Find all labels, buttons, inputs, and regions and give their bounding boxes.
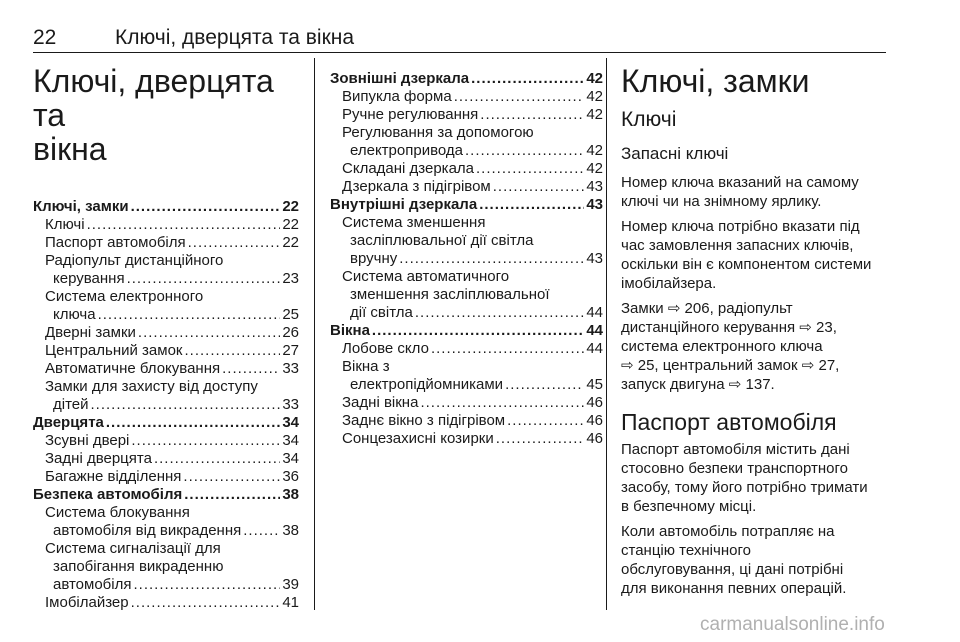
- chapter-title: [33, 64, 299, 166]
- toc-entry-label: Система сигналізації для: [45, 540, 221, 557]
- toc-entry-label: Дзеркала з підігрівом: [342, 178, 491, 195]
- toc-entry[interactable]: [33, 594, 299, 612]
- toc-leader-dots: [243, 522, 280, 540]
- toc-entry[interactable]: [330, 124, 603, 142]
- toc-entry-page: 34: [282, 414, 299, 431]
- toc-entry[interactable]: [33, 558, 299, 576]
- toc-entry-label: вручну: [350, 250, 398, 267]
- toc-entry-page: 44: [586, 304, 603, 321]
- subsection-title-keys: Ключі: [621, 108, 677, 131]
- toc-entry[interactable]: [33, 288, 299, 306]
- toc-entry-label: Безпека автомобіля: [33, 486, 183, 503]
- paragraph-2: Номер ключа потрібно вказати під час замовлення запасних ключів, оскільки він є компонентом системи імобілайзера.: [621, 218, 872, 292]
- toc-entry-page: 34: [282, 450, 299, 467]
- toc-entry-page: 44: [586, 322, 603, 339]
- toc-leader-dots: [372, 322, 584, 340]
- toc-entry[interactable]: [330, 286, 603, 304]
- toc-leader-dots: [471, 70, 584, 88]
- toc-entry-page: 26: [282, 324, 299, 341]
- toc-entry-label: засліплювальної дії світла: [350, 232, 534, 249]
- toc-entry[interactable]: [33, 450, 299, 468]
- toc-entry-label: Автоматичне блокування: [45, 360, 221, 377]
- toc-list-1: [33, 198, 299, 612]
- toc-entry-page: 38: [282, 522, 299, 539]
- toc-entry-label: Регулювання за допомогою: [342, 124, 534, 141]
- toc-leader-dots: [465, 142, 584, 160]
- subsection-title-spare-keys: Запасні ключі: [621, 144, 729, 163]
- toc-entry-label: дії світла: [350, 304, 413, 321]
- toc-entry[interactable]: [330, 250, 603, 268]
- toc-entry-page: 38: [282, 486, 299, 503]
- toc-entry[interactable]: [33, 468, 299, 486]
- toc-entry[interactable]: [33, 360, 299, 378]
- chapter-title-line2: вікна: [33, 131, 107, 167]
- toc-entry-label: Замки для захисту від доступу: [45, 378, 258, 395]
- toc-entry[interactable]: [33, 522, 299, 540]
- toc-column-2: [330, 70, 603, 448]
- toc-entry-page: 22: [282, 198, 299, 215]
- toc-leader-dots: [133, 576, 280, 594]
- toc-entry[interactable]: [33, 540, 299, 558]
- toc-leader-dots: [87, 216, 281, 234]
- paragraph-4: Паспорт автомобіля містить дані стосовно безпеки транспортного засобу, тому його потрібно тримати в безпечному місці.: [621, 441, 868, 515]
- toc-entry-label: Дверцята: [33, 414, 104, 431]
- toc-entry-label: Задні вікна: [342, 394, 419, 411]
- toc-leader-dots: [154, 450, 280, 468]
- toc-entry-label: Зовнішні дзеркала: [330, 70, 470, 87]
- toc-entry[interactable]: [330, 160, 603, 178]
- toc-leader-dots: [91, 396, 281, 414]
- toc-entry-label: Вікна: [330, 322, 370, 339]
- toc-entry-label: Ключі, замки: [33, 198, 129, 215]
- toc-entry[interactable]: [330, 196, 603, 214]
- toc-entry-page: 43: [586, 178, 603, 195]
- toc-entry-page: 22: [282, 216, 299, 233]
- toc-leader-dots: [480, 106, 584, 124]
- toc-leader-dots: [479, 196, 584, 214]
- column-divider-2: [606, 58, 607, 610]
- toc-entry-label: Система блокування: [45, 504, 190, 521]
- toc-entry-label: Сонцезахисні козирки: [342, 430, 494, 447]
- toc-entry[interactable]: [33, 432, 299, 450]
- toc-entry[interactable]: [330, 394, 603, 412]
- toc-entry-label: Ключі: [45, 216, 85, 233]
- toc-entry[interactable]: [330, 412, 603, 430]
- toc-entry-label: електропривода: [350, 142, 463, 159]
- toc-entry-label: Радіопульт дистанційного: [45, 252, 224, 269]
- toc-entry-label: керування: [53, 270, 125, 287]
- toc-entry[interactable]: [33, 576, 299, 594]
- toc-entry-label: Система електронного: [45, 288, 204, 305]
- section-title: Ключі, замки: [621, 63, 810, 99]
- content-column: [621, 64, 891, 598]
- toc-entry[interactable]: [330, 304, 603, 322]
- toc-leader-dots: [431, 340, 584, 358]
- toc-entry-page: 41: [282, 594, 299, 611]
- toc-entry-label: Вікна з: [342, 358, 390, 375]
- toc-leader-dots: [183, 468, 280, 486]
- paragraph-1: Номер ключа вказаний на самому ключі чи на знімному ярлику.: [621, 174, 859, 210]
- toc-entry[interactable]: [33, 270, 299, 288]
- toc-entry-label: Випукла форма: [342, 88, 452, 105]
- toc-entry-label: Заднє вікно з підігрівом: [342, 412, 506, 429]
- toc-leader-dots: [415, 304, 584, 322]
- page-header: [33, 26, 886, 50]
- toc-entry-label: автомобіля від викрадення: [53, 522, 242, 539]
- toc-leader-dots: [420, 394, 584, 412]
- toc-leader-dots: [507, 412, 584, 430]
- toc-entry-label: Внутрішні дзеркала: [330, 196, 478, 213]
- toc-leader-dots: [188, 234, 281, 252]
- toc-leader-dots: [131, 594, 281, 612]
- toc-entry-label: автомобіля: [53, 576, 132, 593]
- toc-entry[interactable]: [330, 88, 603, 106]
- toc-entry-label: Центральний замок: [45, 342, 183, 359]
- toc-leader-dots: [131, 432, 280, 450]
- toc-entry[interactable]: [33, 378, 299, 396]
- header-title: Ключі, дверцята та вікна: [115, 26, 355, 49]
- toc-entry-page: 42: [586, 70, 603, 87]
- toc-entry-page: 33: [282, 360, 299, 377]
- toc-entry[interactable]: [330, 376, 603, 394]
- paragraph-5: Коли автомобіль потрапляє на станцію технічного обслуговування, ці дані потрібні для виконання певних операцій.: [621, 523, 847, 597]
- toc-leader-dots: [127, 270, 281, 288]
- toc-entry-label: Складані дзеркала: [342, 160, 475, 177]
- toc-entry-page: 23: [282, 270, 299, 287]
- toc-entry[interactable]: [330, 232, 603, 250]
- toc-entry-page: 43: [586, 196, 603, 213]
- toc-entry-label: Паспорт автомобіля: [45, 234, 186, 251]
- toc-entry-label: Імобілайзер: [45, 594, 129, 611]
- toc-entry[interactable]: [330, 358, 603, 376]
- toc-entry[interactable]: [33, 396, 299, 414]
- toc-leader-dots: [98, 306, 281, 324]
- toc-column-1: [33, 64, 299, 612]
- toc-entry-page: 22: [282, 234, 299, 251]
- toc-entry-page: 36: [282, 468, 299, 485]
- toc-leader-dots: [185, 342, 281, 360]
- toc-entry[interactable]: [330, 430, 603, 448]
- toc-entry-label: дітей: [53, 396, 89, 413]
- toc-leader-dots: [399, 250, 584, 268]
- toc-entry[interactable]: [33, 234, 299, 252]
- toc-entry-page: 27: [282, 342, 299, 359]
- toc-entry-label: Дверні замки: [45, 324, 136, 341]
- toc-entry[interactable]: [33, 342, 299, 360]
- toc-entry-page: 42: [586, 106, 603, 123]
- toc-leader-dots: [476, 160, 584, 178]
- toc-entry-page: 46: [586, 430, 603, 447]
- toc-entry[interactable]: [33, 216, 299, 234]
- toc-entry-label: Лобове скло: [342, 340, 429, 357]
- toc-leader-dots: [184, 486, 280, 504]
- toc-entry-label: Система зменшення: [342, 214, 486, 231]
- paragraph-3-cross-references: Замки ⇨ 206, радіопульт дистанційного керування ⇨ 23, система електронного ключа ⇨ 25, центральний замок ⇨ 27, запуск двигуна ⇨ 137.: [621, 300, 840, 393]
- toc-entry[interactable]: [330, 340, 603, 358]
- toc-leader-dots: [454, 88, 585, 106]
- toc-entry-label: зменшення засліплювальної: [350, 286, 550, 303]
- toc-entry-label: електропідйомниками: [350, 376, 504, 393]
- toc-entry[interactable]: [330, 268, 603, 286]
- toc-leader-dots: [131, 198, 281, 216]
- toc-entry[interactable]: [330, 178, 603, 196]
- toc-entry[interactable]: [330, 70, 603, 88]
- toc-leader-dots: [493, 178, 585, 196]
- toc-entry-page: 43: [586, 250, 603, 267]
- toc-leader-dots: [106, 414, 280, 432]
- toc-entry-page: 34: [282, 432, 299, 449]
- toc-entry-label: Задні дверцята: [45, 450, 152, 467]
- toc-entry[interactable]: [33, 198, 299, 216]
- toc-entry-page: 42: [586, 160, 603, 177]
- page-number: 22: [33, 26, 57, 49]
- toc-entry[interactable]: [33, 414, 299, 432]
- toc-entry-page: 42: [586, 88, 603, 105]
- toc-entry-label: запобігання викраденню: [53, 558, 224, 575]
- toc-entry[interactable]: [330, 322, 603, 340]
- toc-entry-label: Зсувні двері: [45, 432, 130, 449]
- toc-entry-page: 46: [586, 412, 603, 429]
- header-rule: [33, 52, 886, 53]
- toc-entry-page: 44: [586, 340, 603, 357]
- toc-list-2: [330, 70, 603, 448]
- chapter-title-line1: Ключі, дверцята та: [33, 63, 274, 133]
- toc-entry-page: 45: [586, 376, 603, 393]
- toc-entry-page: 33: [282, 396, 299, 413]
- toc-entry-page: 39: [282, 576, 299, 593]
- toc-entry[interactable]: [33, 306, 299, 324]
- toc-entry-label: Багажне відділення: [45, 468, 182, 485]
- toc-entry[interactable]: [33, 504, 299, 522]
- toc-entry-page: 25: [282, 306, 299, 323]
- toc-entry-label: ключа: [53, 306, 96, 323]
- toc-entry[interactable]: [33, 486, 299, 504]
- toc-leader-dots: [138, 324, 280, 342]
- toc-entry[interactable]: [330, 142, 603, 160]
- toc-entry[interactable]: [33, 252, 299, 270]
- toc-leader-dots: [222, 360, 280, 378]
- toc-leader-dots: [496, 430, 585, 448]
- toc-entry[interactable]: [33, 324, 299, 342]
- toc-entry-page: 46: [586, 394, 603, 411]
- watermark: carmanualsonline.info: [700, 614, 885, 635]
- toc-entry[interactable]: [330, 106, 603, 124]
- toc-entry-label: Ручне регулювання: [342, 106, 479, 123]
- toc-leader-dots: [505, 376, 584, 394]
- section-title-vehicle-passport: Паспорт автомобіля: [621, 409, 837, 435]
- toc-entry-page: 42: [586, 142, 603, 159]
- column-divider-1: [314, 58, 315, 610]
- toc-entry[interactable]: [330, 214, 603, 232]
- toc-entry-label: Система автоматичного: [342, 268, 510, 285]
